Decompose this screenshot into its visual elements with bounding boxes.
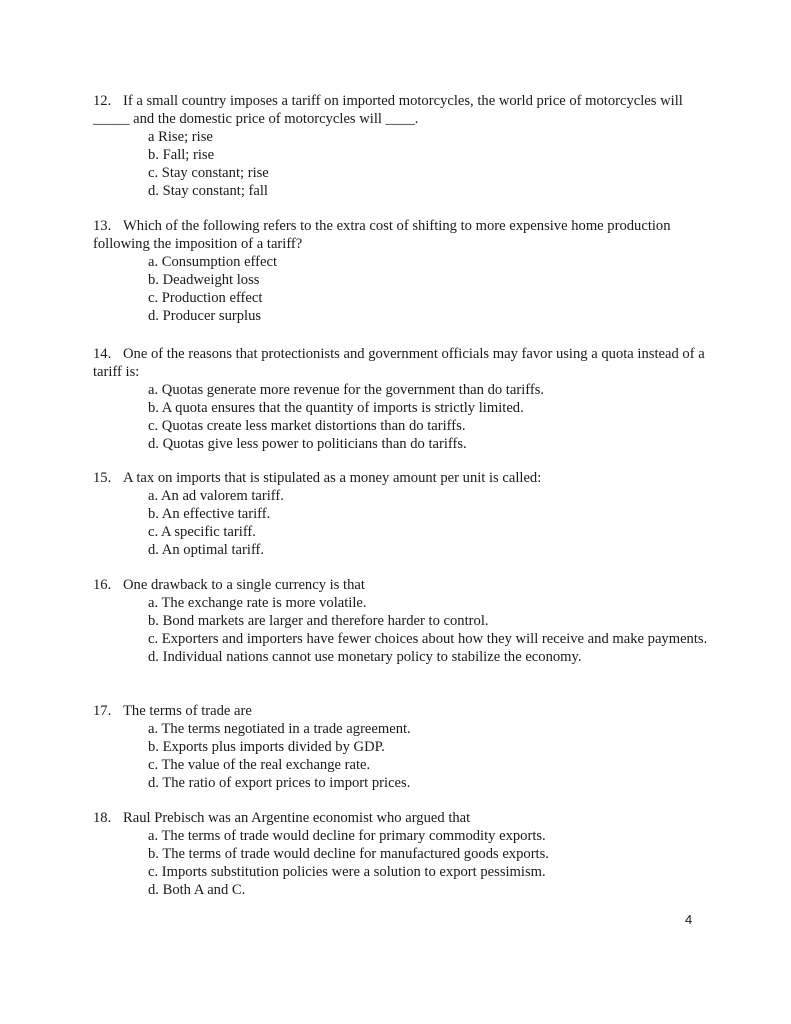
question-16 xyxy=(93,576,713,666)
answer-option: b. An effective tariff. xyxy=(148,506,271,522)
answer-option: b. A quota ensures that the quantity of imports is strictly limited. xyxy=(148,400,524,416)
question-number: 16. xyxy=(93,577,112,593)
answer-option: b. The terms of trade would decline for manufactured goods exports. xyxy=(148,846,549,862)
answer-option: a. The exchange rate is more volatile. xyxy=(148,595,367,611)
answer-option: a. The terms negotiated in a trade agreement. xyxy=(148,721,411,737)
answer-option: d. The ratio of export prices to import prices. xyxy=(148,775,411,791)
question-stem xyxy=(93,469,713,487)
answer-option: c. Exporters and importers have fewer choices about how they will receive and make payments. xyxy=(148,631,708,647)
question-stem xyxy=(93,702,713,720)
answer-option: c. Imports substitution policies were a solution to export pessimism. xyxy=(148,864,546,880)
question-17 xyxy=(93,702,713,792)
answer-option: c. Stay constant; rise xyxy=(148,165,269,181)
question-text: The terms of trade are xyxy=(123,703,252,719)
question-stem xyxy=(93,345,713,381)
question-12 xyxy=(93,92,713,200)
question-13 xyxy=(93,217,713,325)
answer-option: d. Individual nations cannot use monetary policy to stabilize the economy. xyxy=(148,649,582,665)
question-text: Raul Prebisch was an Argentine economist who argued that xyxy=(123,810,471,826)
question-text: If a small country imposes a tariff on imported motorcycles, the world price of motorcycles will _____ and the domestic price of motorcycles will ____. xyxy=(93,93,683,127)
question-text: Which of the following refers to the extra cost of shifting to more expensive home production following the imposition of a tariff? xyxy=(93,218,671,252)
answer-option: a. Quotas generate more revenue for the government than do tariffs. xyxy=(148,382,545,398)
question-number: 18. xyxy=(93,810,112,826)
answer-option: b. Bond markets are larger and therefore harder to control. xyxy=(148,613,489,629)
answer-option: d. Producer surplus xyxy=(148,308,262,324)
answer-option: a. Consumption effect xyxy=(148,254,278,270)
answer-option: c. Production effect xyxy=(148,290,263,306)
question-number: 17. xyxy=(93,703,112,719)
question-text: A tax on imports that is stipulated as a money amount per unit is called: xyxy=(123,470,542,486)
answer-option: d. Stay constant; fall xyxy=(148,183,268,199)
question-18 xyxy=(93,809,713,899)
question-15 xyxy=(93,469,713,559)
answer-option: d. Both A and C. xyxy=(148,882,246,898)
question-number: 12. xyxy=(93,93,112,109)
question-stem xyxy=(93,576,713,594)
question-number: 15. xyxy=(93,470,112,486)
page-number: 4 xyxy=(685,912,693,927)
answer-option: b. Exports plus imports divided by GDP. xyxy=(148,739,385,755)
question-stem xyxy=(93,92,713,128)
answer-option: a Rise; rise xyxy=(148,129,213,145)
question-text: One drawback to a single currency is that xyxy=(123,577,365,593)
answer-option: b. Deadweight loss xyxy=(148,272,260,288)
question-text: One of the reasons that protectionists and government officials may favor using a quota instead of a tariff is: xyxy=(93,346,705,380)
answer-option: d. An optimal tariff. xyxy=(148,542,265,558)
answer-option: c. Quotas create less market distortions than do tariffs. xyxy=(148,418,466,434)
answer-option: d. Quotas give less power to politicians than do tariffs. xyxy=(148,436,467,452)
question-14 xyxy=(93,345,713,453)
answer-option: c. The value of the real exchange rate. xyxy=(148,757,371,773)
answer-option: a. An ad valorem tariff. xyxy=(148,488,284,504)
answer-option: b. Fall; rise xyxy=(148,147,215,163)
answer-option: c. A specific tariff. xyxy=(148,524,256,540)
answer-option: a. The terms of trade would decline for primary commodity exports. xyxy=(148,828,546,844)
question-stem xyxy=(93,217,713,253)
question-number: 13. xyxy=(93,218,112,234)
question-stem xyxy=(93,809,713,827)
question-number: 14. xyxy=(93,346,112,362)
